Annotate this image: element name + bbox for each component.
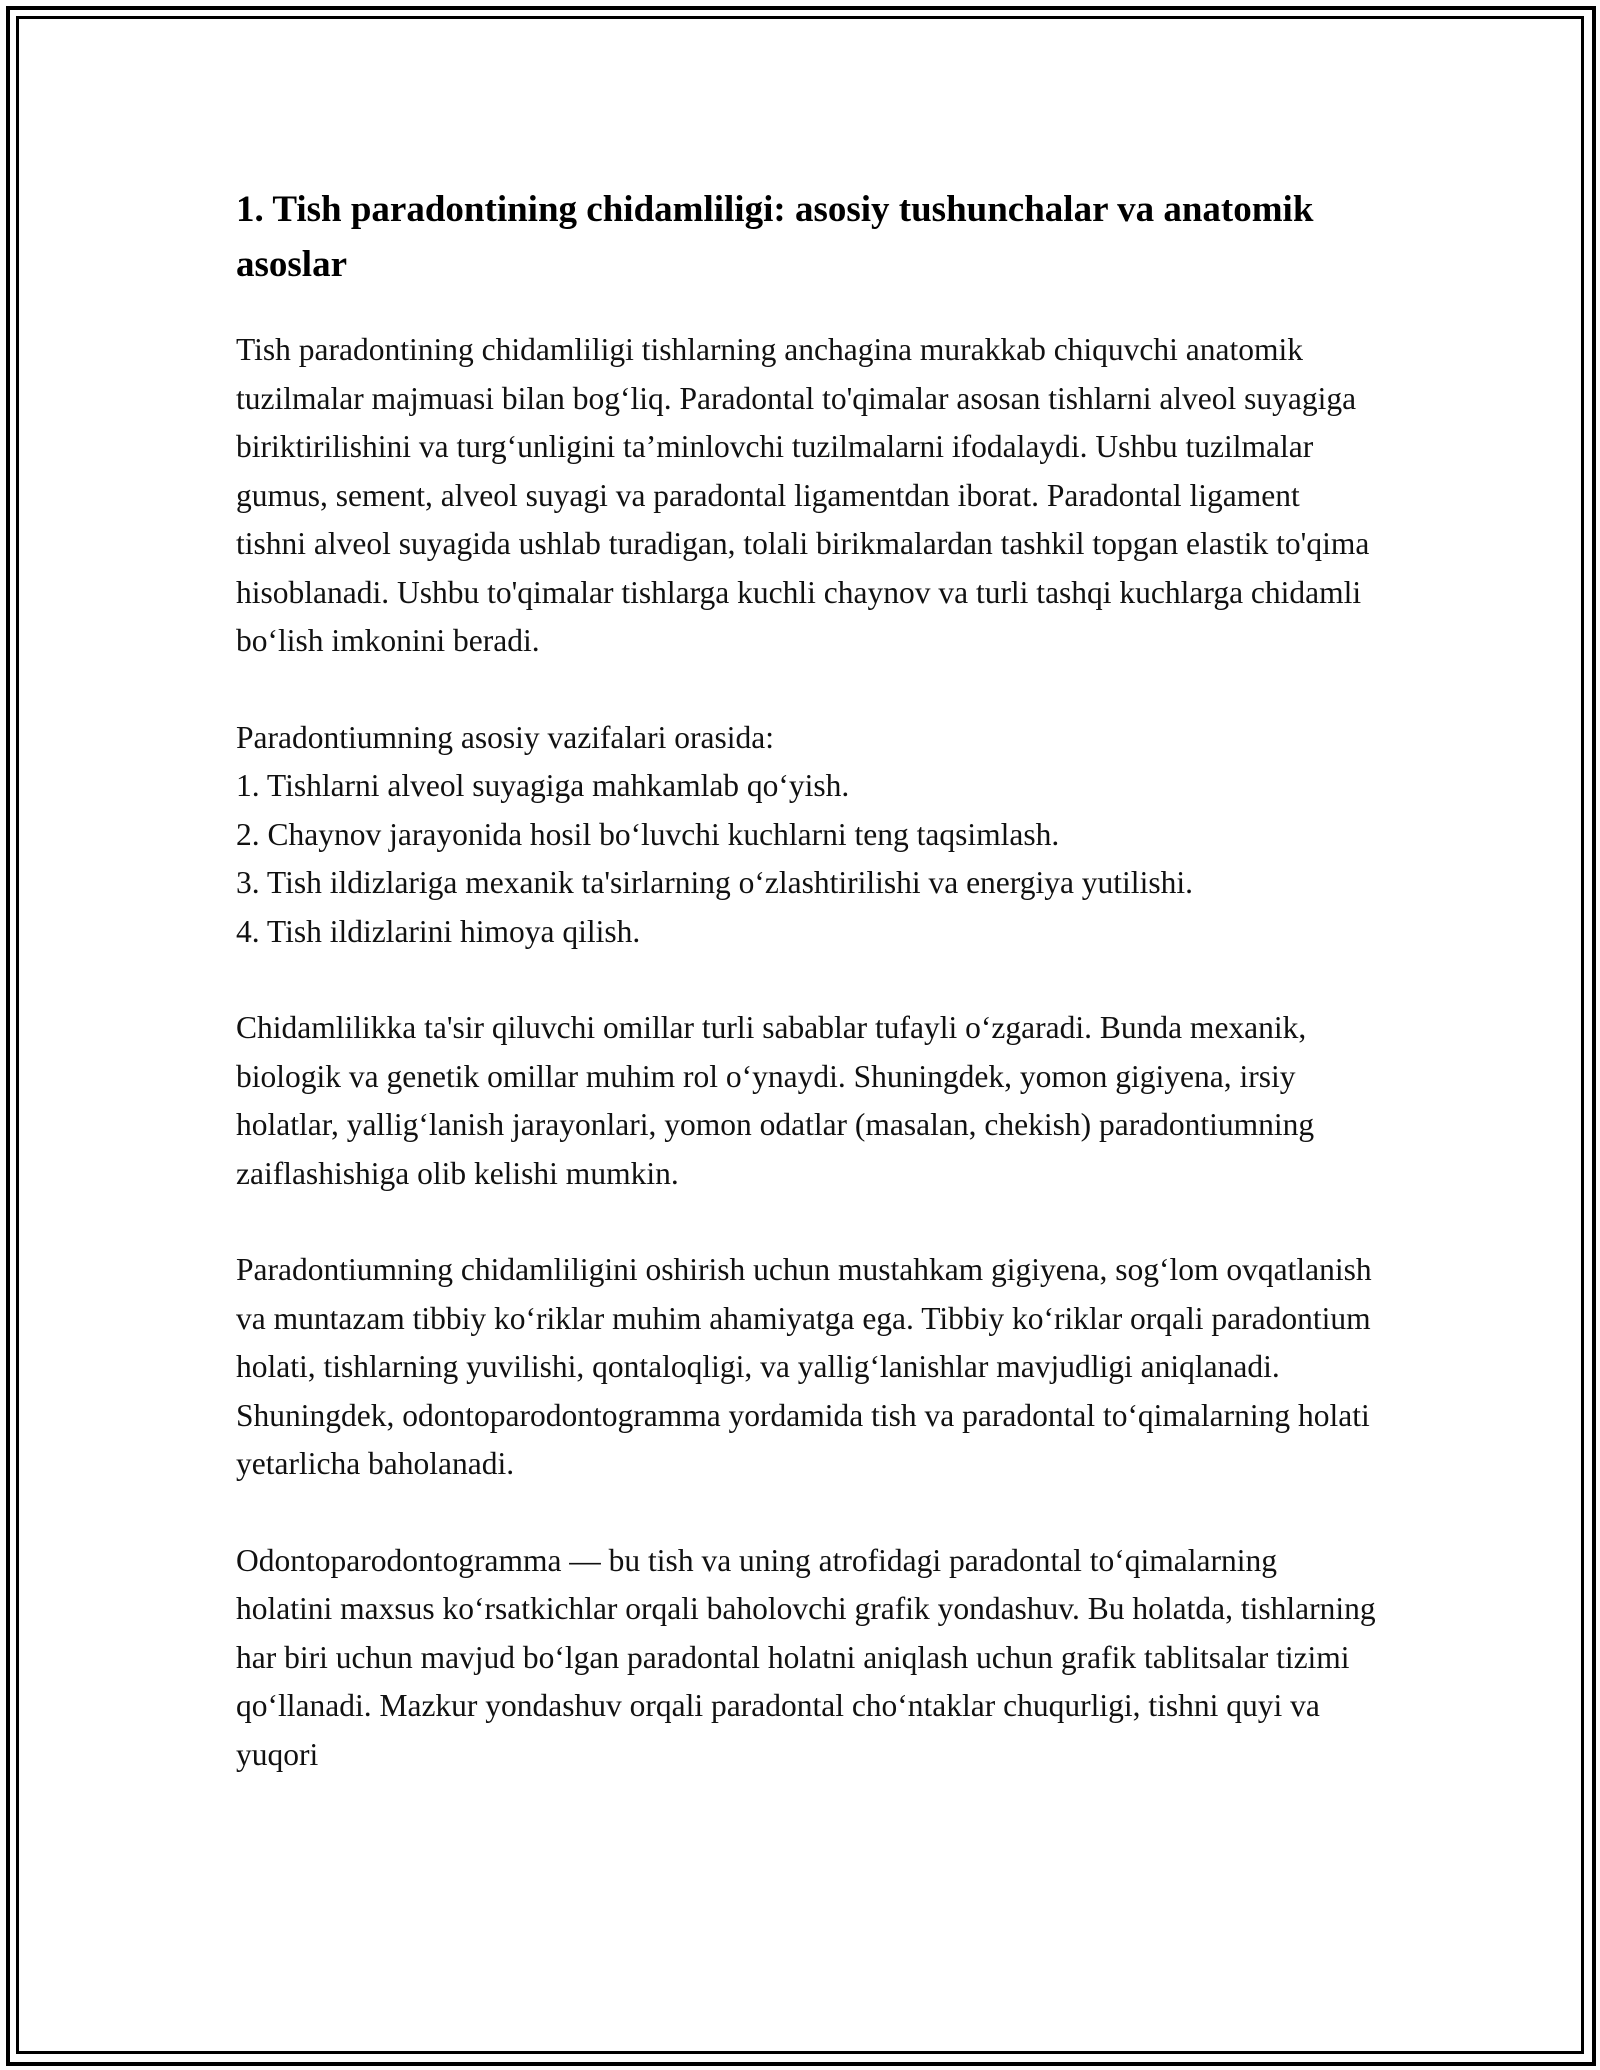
section-heading: 1. Tish paradontining chidamliligi: asosiy tushunchalar va anatomik asoslar [236,189,1314,285]
list-item: 2. Chaynov jarayonida hosil bo‘luvchi kuchlarni teng taqsimlash. [236,816,1060,852]
list-item: 3. Tish ildizlariga mexanik ta'sirlarning o‘zlashtirilishi va energiya yutilishi. [236,865,1193,900]
list-intro: Paradontiumning asosiy vazifalari orasida: [236,719,774,755]
paragraph-odontoparodontogram: Odontoparodontogramma — bu tish va uning atrofidagi paradontal to‘qimalarning holatini maxsus ko‘rsatkichlar orqali baholovchi grafik yondashuv. Bu holatda, tishlarning har biri uchun mavjud bo‘lgan paradontal holatni aniqlash uchun grafik tablitsalar tizimi qo‘llanadi. Mazkur yondashuv orqali paradontal cho‘ntaklar chuqurligi, tishni quyi va yuqori [236,1542,1376,1772]
paragraph-anatomy: Tish paradontining chidamliligi tishlarning anchagina murakkab chiquvchi anatomik tuzilmalar majmuasi bilan bog‘liq. Paradontal to'qimalar asosan tishlarni alveol suyagiga biriktirilishini va turg‘unligini ta’minlovchi tuzilmalarni ifodalaydi. Ushbu tuzilmalar gumus, sement, alveol suyagi va paradontal ligamentdan iborat. Paradontal ligament tishni alveol suyagida ushlab turadigan, tolali birikmalardan tashkil topgan elastik to'qima hisoblanadi. Ushbu to'qimalar tishlarga kuchli chaynov va turli tashqi kuchlarga chidamli bo‘lish imkonini beradi. [236,332,1370,658]
list-item: 1. Tishlarni alveol suyagiga mahkamlab qo‘yish. [236,768,850,803]
functions-list [236,714,1376,957]
list-item: 4. Tish ildizlarini himoya qilish. [236,913,641,949]
document-body [236,182,1376,1827]
paragraph-prevention: Paradontiumning chidamliligini oshirish uchun mustahkam gigiyena, sog‘lom ovqatlanish va muntazam tibbiy ko‘riklar muhim ahamiyatga ega. Tibbiy ko‘riklar orqali paradontium holati, tishlarning yuvilishi, qontaloqligi, va yallig‘lanishlar mavjudligi aniqlanadi. Shuningdek, odontoparodontogramma yordamida tish va paradontal to‘qimalarning holati yetarlicha baholanadi. [236,1252,1372,1481]
paragraph-factors: Chidamlilikka ta'sir qiluvchi omillar turli sabablar tufayli o‘zgaradi. Bunda mexanik, biologik va genetik omillar muhim rol o‘ynaydi. Shuningdek, yomon gigiyena, irsiy holatlar, yallig‘lanish jarayonlari, yomon odatlar (masalan, chekish) paradontiumning zaiflashishiga olib kelishi mumkin. [236,1010,1315,1191]
